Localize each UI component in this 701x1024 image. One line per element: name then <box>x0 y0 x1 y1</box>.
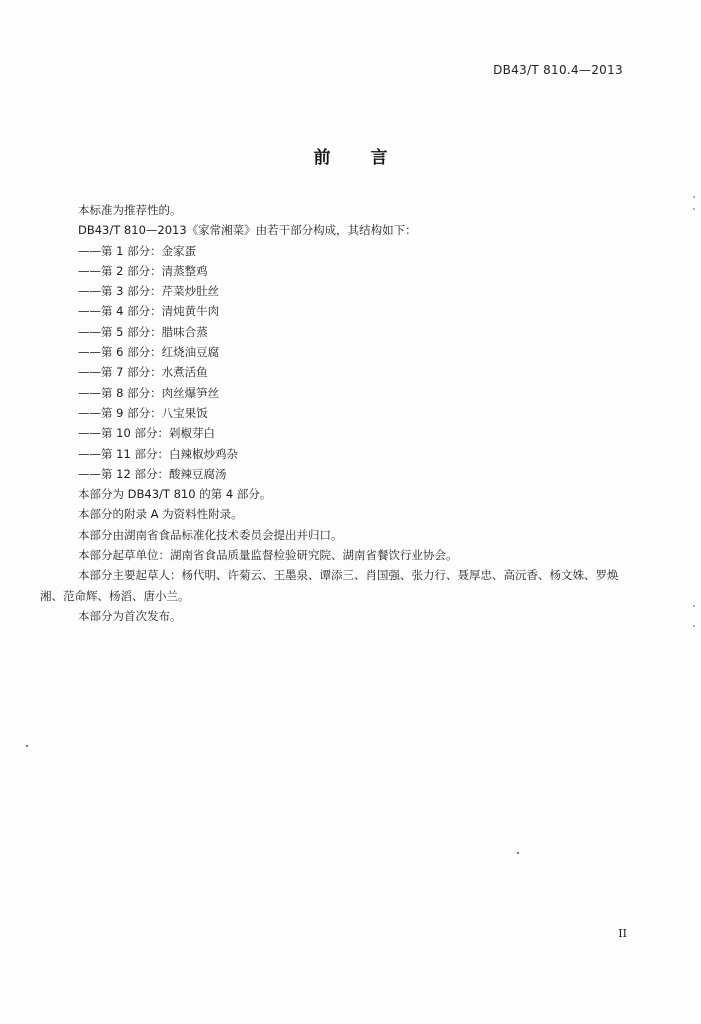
scan-speck <box>693 196 695 198</box>
document-code: DB43/T 810.4—2013 <box>493 63 623 77</box>
part-list-item: ——第 2 部分：清蒸整鸡 <box>78 263 208 278</box>
scan-speck <box>693 625 695 627</box>
release-statement: 本部分为首次发布。 <box>78 608 182 623</box>
part-list-item: ——第 9 部分：八宝果饭 <box>78 405 208 420</box>
drafters-paragraph: 本部分主要起草人：杨代明、许菊云、王墨泉、谭添三、肖国强、张力行、聂厚忠、高沅香、杨文姝、罗焕湘、范命辉、杨滔、唐小兰。 <box>40 568 619 603</box>
scan-speck <box>693 605 695 607</box>
foreword-body <box>0 200 701 626</box>
scan-speck <box>517 852 519 854</box>
part-list-item: ——第 11 部分：白辣椒炒鸡杂 <box>78 446 238 461</box>
drafting-units: 本部分起草单位：湖南省食品质量监督检验研究院、湖南省餐饮行业协会。 <box>78 548 458 563</box>
part-list-item: ——第 7 部分：水煮活鱼 <box>78 365 208 380</box>
proposer-statement: 本部分由湖南省食品标准化技术委员会提出并归口。 <box>78 527 343 542</box>
page-title: 前言 <box>313 148 428 168</box>
structure-intro-line: DB43/T 810—2013《家常湘菜》由若干部分构成，其结构如下： <box>78 223 417 238</box>
page-number: II <box>618 927 627 940</box>
appendix-statement: 本部分的附录 A 为资料性附录。 <box>78 507 243 522</box>
part-list-item: ——第 10 部分：剁椒芽白 <box>78 426 215 441</box>
part-list-item: ——第 8 部分：肉丝爆笋丝 <box>78 385 220 400</box>
part-list-item: ——第 1 部分：金家蛋 <box>78 243 197 258</box>
part-statement: 本部分为 DB43/T 810 的第 4 部分。 <box>78 487 272 502</box>
part-list-item: ——第 5 部分：腊味合蒸 <box>78 324 208 339</box>
part-list-item: ——第 12 部分：酸辣豆腐汤 <box>78 466 227 481</box>
scan-speck <box>26 745 28 747</box>
intro-line: 本标准为推荐性的。 <box>78 203 182 217</box>
part-list-item: ——第 4 部分：清炖黄牛肉 <box>78 304 220 319</box>
part-list-item: ——第 3 部分：芹菜炒肚丝 <box>78 284 220 299</box>
part-list-item: ——第 6 部分：红烧油豆腐 <box>78 345 220 360</box>
scan-speck <box>693 208 695 210</box>
